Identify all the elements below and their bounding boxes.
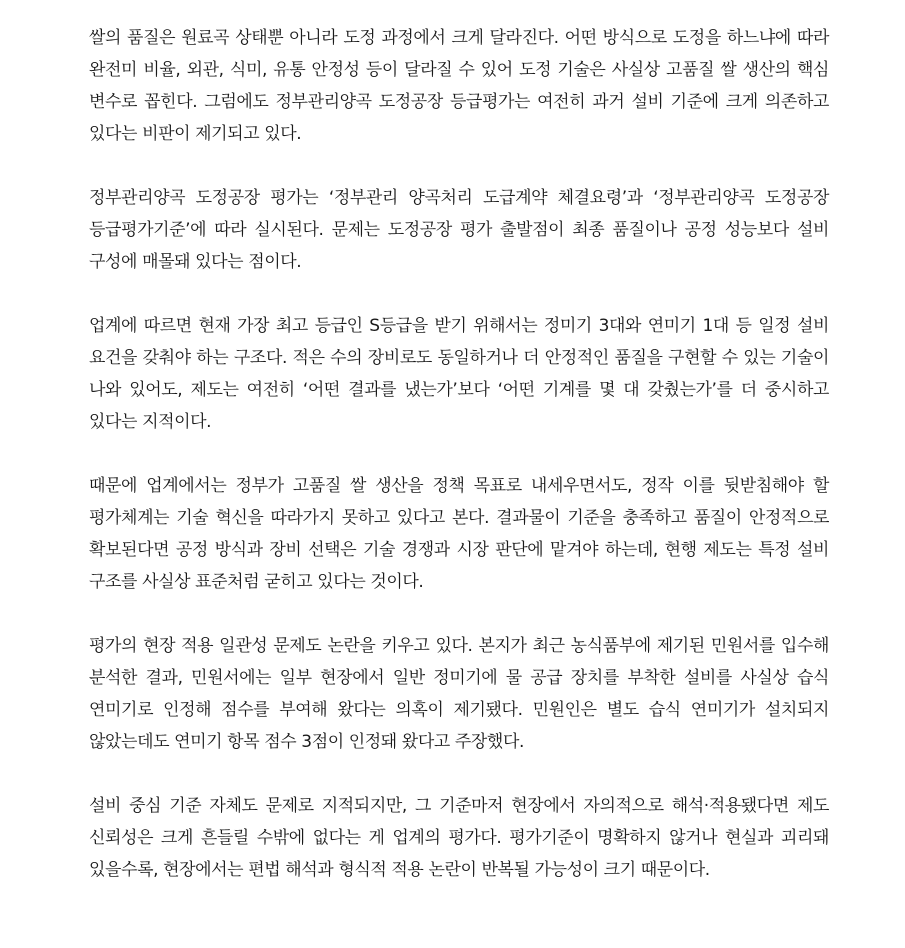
article-paragraph-1: 쌀의 품질은 원료곡 상태뿐 아니라 도정 과정에서 크게 달라진다. 어떤 방식으로 도정을 하느냐에 따라 완전미 비율, 외관, 식미, 유통 안정성 등이 달라질 수 있어 도정 기술은 사실상 고품질 쌀 생산의 핵심 변수로 꼽힌다. 그럼에도 정부관리양곡 도정공장 등급평가는 여전히 과거 설비 기준에 크게 의존하고 있다는 비판이 제기되고 있다. [89,28,829,144]
article-paragraph-3: 업계에 따르면 현재 가장 최고 등급인 S등급을 받기 위해서는 정미기 3대와 연미기 1대 등 일정 설비 요건을 갖춰야 하는 구조다. 적은 수의 장비로도 동일하거나 더 안정적인 품질을 구현할 수 있는 기술이 나와 있어도, 제도는 여전히 ‘어떤 결과를 냈는가’보다 ‘어떤 기계를 몇 대 갖췄는가’를 더 중시하고 있다는 지적이다. [89,316,829,432]
article-paragraph-4: 때문에 업계에서는 정부가 고품질 쌀 생산을 정책 목표로 내세우면서도, 정작 이를 뒷받침해야 할 평가체계는 기술 혁신을 따라가지 못하고 있다고 본다. 결과물이 기준을 충족하고 품질이 안정적으로 확보된다면 공정 방식과 장비 선택은 기술 경쟁과 시장 판단에 맡겨야 하는데, 현행 제도는 특정 설비 구조를 사실상 표준처럼 굳히고 있다는 것이다. [89,476,829,592]
article-paragraph-2: 정부관리양곡 도정공장 평가는 ‘정부관리 양곡처리 도급계약 체결요령’과 ‘정부관리양곡 도정공장 등급평가기준’에 따라 실시된다. 문제는 도정공장 평가 출발점이 최종 품질이나 공정 성능보다 설비 구성에 매몰돼 있다는 점이다. [89,188,829,272]
article-body [89,22,829,886]
article-paragraph-5: 평가의 현장 적용 일관성 문제도 논란을 키우고 있다. 본지가 최근 농식품부에 제기된 민원서를 입수해 분석한 결과, 민원서에는 일부 현장에서 일반 정미기에 물 공급 장치를 부착한 설비를 사실상 습식 연미기로 인정해 점수를 부여해 왔다는 의혹이 제기됐다. 민원인은 별도 습식 연미기가 설치되지 않았는데도 연미기 항목 점수 3점이 인정돼 왔다고 주장했다. [89,636,829,752]
article-paragraph-6: 설비 중심 기준 자체도 문제로 지적되지만, 그 기준마저 현장에서 자의적으로 해석·적용됐다면 제도 신뢰성은 크게 흔들릴 수밖에 없다는 게 업계의 평가다. 평가기준이 명확하지 않거나 현실과 괴리돼 있을수록, 현장에서는 편법 해석과 형식적 적용 논란이 반복될 가능성이 크기 때문이다. [89,796,829,880]
